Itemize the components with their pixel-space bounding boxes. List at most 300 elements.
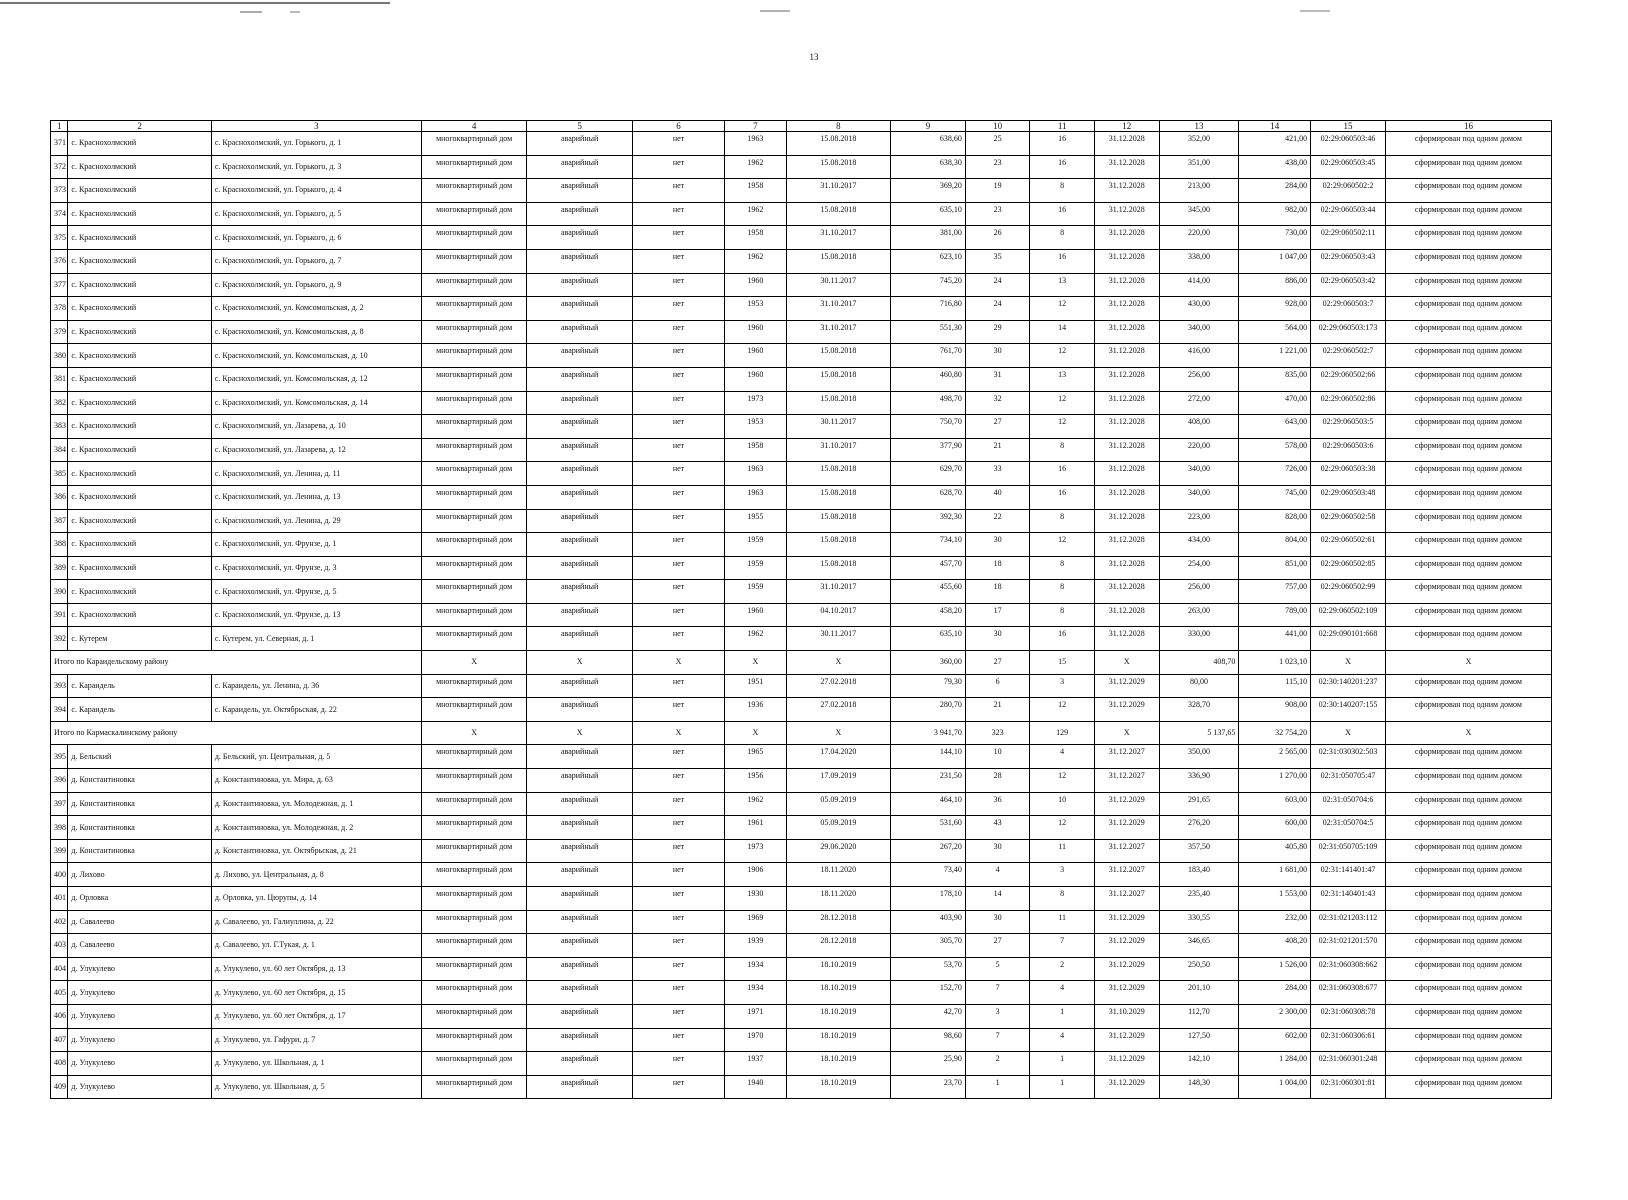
cell-address: д. Константиновка, ул. Октябрьская, д. 21 xyxy=(211,839,421,863)
cell-land-status: сформирован под одним домом xyxy=(1385,603,1551,627)
cell-total-area: 254,00 xyxy=(1159,556,1239,580)
cell-row-number: 387 xyxy=(51,509,68,533)
cell-total-area: 338,00 xyxy=(1159,249,1239,273)
cell-resettle-date: 31.12.2029 xyxy=(1094,1075,1159,1099)
cell-land-status: сформирован под одним домом xyxy=(1385,769,1551,793)
cell-residents: 25 xyxy=(965,132,1030,156)
cell-row-number: 372 xyxy=(51,155,68,179)
cell-house-type: многоквартирный дом xyxy=(421,745,527,769)
cell-land-status: сформирован под одним домом xyxy=(1385,391,1551,415)
cell-total-area: 328,70 xyxy=(1159,698,1239,722)
cell-land-status: сформирован под одним домом xyxy=(1385,132,1551,156)
cell-decision-date: 27.02.2018 xyxy=(786,674,891,698)
table-row xyxy=(51,792,1552,816)
cell-row-number: 380 xyxy=(51,344,68,368)
cell-row-number: 386 xyxy=(51,485,68,509)
table-row xyxy=(51,698,1552,722)
table-row xyxy=(51,509,1552,533)
cell-total-area: 340,00 xyxy=(1159,462,1239,486)
cell-condition: аварийный xyxy=(527,249,633,273)
cell-condition: аварийный xyxy=(527,769,633,793)
cell-total-area: 220,00 xyxy=(1159,438,1239,462)
cell-row-number: 389 xyxy=(51,556,68,580)
cell-decision-date: 18.10.2019 xyxy=(786,957,891,981)
cell-residents: 22 xyxy=(965,509,1030,533)
table-row xyxy=(51,249,1552,273)
cell-residents: 31 xyxy=(965,367,1030,391)
cell-row-number: 409 xyxy=(51,1075,68,1099)
cell-resettle-date: 31.12.2028 xyxy=(1094,249,1159,273)
cell-recognized: нет xyxy=(632,627,724,651)
cell-house-type: многоквартирный дом xyxy=(421,769,527,793)
column-number-4: 4 xyxy=(421,121,527,132)
cell-recognized: нет xyxy=(632,132,724,156)
cell-decision-date: 18.10.2019 xyxy=(786,1028,891,1052)
cell-cadastral-number: 02:29:060502:66 xyxy=(1311,367,1386,391)
cell-cadastral-number: 02:29:060503:38 xyxy=(1311,462,1386,486)
cell-recognized: нет xyxy=(632,155,724,179)
cell-settlement: с. Краснохолмский xyxy=(68,320,211,344)
cell-cadastral-number: 02:31:050705:47 xyxy=(1311,769,1386,793)
cell-residents: 14 xyxy=(965,887,1030,911)
cell-build-year: 1951 xyxy=(725,674,786,698)
cell-build-year: 1962 xyxy=(725,155,786,179)
cell-house-type: многоквартирный дом xyxy=(421,509,527,533)
total-cell-house-type: X xyxy=(421,721,527,745)
table-row xyxy=(51,934,1552,958)
cell-resettle-date: 31.12.2027 xyxy=(1094,769,1159,793)
cell-cadastral-number: 02:31:021201:570 xyxy=(1311,934,1386,958)
cell-decision-date: 15.08.2018 xyxy=(786,155,891,179)
cell-house-type: многоквартирный дом xyxy=(421,297,527,321)
column-number-10: 10 xyxy=(965,121,1030,132)
cell-resettle-date: 31.12.2028 xyxy=(1094,556,1159,580)
total-cell-area: 360,00 xyxy=(891,651,966,675)
cell-decision-date: 15.08.2018 xyxy=(786,132,891,156)
cell-cadastral-number: 02:29:060503:43 xyxy=(1311,249,1386,273)
cell-condition: аварийный xyxy=(527,674,633,698)
cell-cost: 115,10 xyxy=(1239,674,1311,698)
cell-total-area: 213,00 xyxy=(1159,179,1239,203)
cell-cadastral-number: 02:29:060503:42 xyxy=(1311,273,1386,297)
column-number-14: 14 xyxy=(1239,121,1311,132)
cell-build-year: 1959 xyxy=(725,533,786,557)
cell-cadastral-number: 02:29:060503:7 xyxy=(1311,297,1386,321)
cell-land-status: сформирован под одним домом xyxy=(1385,792,1551,816)
cell-condition: аварийный xyxy=(527,320,633,344)
cell-cost: 284,00 xyxy=(1239,179,1311,203)
cell-area: 635,10 xyxy=(891,627,966,651)
cell-residents: 30 xyxy=(965,910,1030,934)
cell-build-year: 1960 xyxy=(725,273,786,297)
cell-condition: аварийный xyxy=(527,580,633,604)
cell-premises: 8 xyxy=(1030,556,1095,580)
cell-premises: 1 xyxy=(1030,1004,1095,1028)
cell-house-type: многоквартирный дом xyxy=(421,863,527,887)
cell-recognized: нет xyxy=(632,485,724,509)
cell-resettle-date: 31.12.2028 xyxy=(1094,297,1159,321)
total-cell-resettle-date: X xyxy=(1094,651,1159,675)
column-number-2: 2 xyxy=(68,121,211,132)
cell-build-year: 1960 xyxy=(725,320,786,344)
cell-address: д. Константиновка, ул. Мира, д. 63 xyxy=(211,769,421,793)
table-row xyxy=(51,155,1552,179)
cell-condition: аварийный xyxy=(527,415,633,439)
cell-row-number: 394 xyxy=(51,698,68,722)
cell-condition: аварийный xyxy=(527,202,633,226)
cell-total-area: 220,00 xyxy=(1159,226,1239,250)
cell-premises: 2 xyxy=(1030,957,1095,981)
cell-resettle-date: 31.12.2029 xyxy=(1094,1052,1159,1076)
cell-house-type: многоквартирный дом xyxy=(421,202,527,226)
cell-premises: 8 xyxy=(1030,226,1095,250)
cell-cadastral-number: 02:31:030302:503 xyxy=(1311,745,1386,769)
cell-resettle-date: 31.12.2028 xyxy=(1094,391,1159,415)
cell-residents: 7 xyxy=(965,1028,1030,1052)
cell-settlement: с. Караидель xyxy=(68,674,211,698)
cell-build-year: 1973 xyxy=(725,391,786,415)
cell-land-status: сформирован под одним домом xyxy=(1385,249,1551,273)
cell-area: 623,10 xyxy=(891,249,966,273)
cell-settlement: с. Краснохолмский xyxy=(68,415,211,439)
cell-house-type: многоквартирный дом xyxy=(421,1052,527,1076)
table-row xyxy=(51,297,1552,321)
cell-land-status: сформирован под одним домом xyxy=(1385,674,1551,698)
cell-condition: аварийный xyxy=(527,816,633,840)
cell-recognized: нет xyxy=(632,603,724,627)
cell-settlement: с. Краснохолмский xyxy=(68,202,211,226)
total-cell-premises: 129 xyxy=(1030,721,1095,745)
district-total-label: Итого по Кармаскалинскому району xyxy=(51,721,422,745)
cell-house-type: многоквартирный дом xyxy=(421,391,527,415)
cell-condition: аварийный xyxy=(527,155,633,179)
cell-recognized: нет xyxy=(632,934,724,958)
cell-decision-date: 30.11.2017 xyxy=(786,627,891,651)
cell-condition: аварийный xyxy=(527,297,633,321)
cell-house-type: многоквартирный дом xyxy=(421,1004,527,1028)
cell-cadastral-number: 02:31:050704:6 xyxy=(1311,792,1386,816)
cell-area: 23,70 xyxy=(891,1075,966,1099)
cell-address: с. Краснохолмский, ул. Фрунзе, д. 13 xyxy=(211,603,421,627)
cell-cadastral-number: 02:31:050705:109 xyxy=(1311,839,1386,863)
cell-resettle-date: 31.12.2028 xyxy=(1094,226,1159,250)
cell-cost: 578,00 xyxy=(1239,438,1311,462)
cell-premises: 1 xyxy=(1030,1075,1095,1099)
cell-area: 531,60 xyxy=(891,816,966,840)
cell-address: д. Улукулево, ул. 60 лет Октября, д. 13 xyxy=(211,957,421,981)
cell-residents: 36 xyxy=(965,792,1030,816)
cell-decision-date: 15.08.2018 xyxy=(786,202,891,226)
total-cell-recognized: X xyxy=(632,651,724,675)
cell-address: с. Краснохолмский, ул. Ленина, д. 11 xyxy=(211,462,421,486)
cell-recognized: нет xyxy=(632,957,724,981)
cell-area: 73,40 xyxy=(891,863,966,887)
cell-resettle-date: 31.12.2028 xyxy=(1094,485,1159,509)
cell-recognized: нет xyxy=(632,297,724,321)
cell-build-year: 1937 xyxy=(725,1052,786,1076)
cell-condition: аварийный xyxy=(527,792,633,816)
cell-land-status: сформирован под одним домом xyxy=(1385,934,1551,958)
cell-row-number: 403 xyxy=(51,934,68,958)
cell-premises: 16 xyxy=(1030,485,1095,509)
cell-decision-date: 17.09.2019 xyxy=(786,769,891,793)
cell-cost: 1 681,00 xyxy=(1239,863,1311,887)
cell-settlement: с. Краснохолмский xyxy=(68,391,211,415)
cell-cost: 982,00 xyxy=(1239,202,1311,226)
cell-resettle-date: 31.12.2029 xyxy=(1094,934,1159,958)
cell-premises: 8 xyxy=(1030,179,1095,203)
district-total-label: Итого по Караидельскому району xyxy=(51,651,422,675)
column-number-1: 1 xyxy=(51,121,68,132)
cell-row-number: 404 xyxy=(51,957,68,981)
cell-decision-date: 28.12.2018 xyxy=(786,934,891,958)
cell-settlement: д. Орловка xyxy=(68,887,211,911)
cell-total-area: 340,00 xyxy=(1159,485,1239,509)
cell-row-number: 408 xyxy=(51,1052,68,1076)
cell-cost: 602,00 xyxy=(1239,1028,1311,1052)
cell-cadastral-number: 02:31:060308:677 xyxy=(1311,981,1386,1005)
cell-residents: 1 xyxy=(965,1075,1030,1099)
cell-residents: 27 xyxy=(965,415,1030,439)
cell-residents: 28 xyxy=(965,769,1030,793)
cell-settlement: с. Краснохолмский xyxy=(68,297,211,321)
cell-settlement: д. Савалеево xyxy=(68,934,211,958)
cell-area: 42,70 xyxy=(891,1004,966,1028)
cell-area: 369,20 xyxy=(891,179,966,203)
cell-cadastral-number: 02:31:060308:662 xyxy=(1311,957,1386,981)
cell-cadastral-number: 02:29:060502:99 xyxy=(1311,580,1386,604)
column-number-15: 15 xyxy=(1311,121,1386,132)
cell-cadastral-number: 02:30:140201:237 xyxy=(1311,674,1386,698)
cell-land-status: сформирован под одним домом xyxy=(1385,533,1551,557)
column-number-12: 12 xyxy=(1094,121,1159,132)
cell-house-type: многоквартирный дом xyxy=(421,981,527,1005)
table-row xyxy=(51,438,1552,462)
cell-residents: 21 xyxy=(965,438,1030,462)
cell-premises: 8 xyxy=(1030,580,1095,604)
cell-decision-date: 18.11.2020 xyxy=(786,887,891,911)
cell-premises: 8 xyxy=(1030,509,1095,533)
cell-settlement: д. Улукулево xyxy=(68,1028,211,1052)
cell-resettle-date: 31.12.2028 xyxy=(1094,533,1159,557)
total-cell-land-status: X xyxy=(1385,651,1551,675)
cell-resettle-date: 31.12.2028 xyxy=(1094,438,1159,462)
cell-address: с. Краснохолмский, ул. Горького, д. 4 xyxy=(211,179,421,203)
cell-house-type: многоквартирный дом xyxy=(421,627,527,651)
cell-recognized: нет xyxy=(632,1028,724,1052)
cell-decision-date: 05.09.2019 xyxy=(786,816,891,840)
cell-build-year: 1965 xyxy=(725,745,786,769)
cell-row-number: 384 xyxy=(51,438,68,462)
cell-row-number: 407 xyxy=(51,1028,68,1052)
column-number-row xyxy=(51,121,1552,132)
total-cell-premises: 15 xyxy=(1030,651,1095,675)
cell-address: с. Краснохолмский, ул. Горького, д. 1 xyxy=(211,132,421,156)
cell-area: 734,10 xyxy=(891,533,966,557)
cell-resettle-date: 31.12.2028 xyxy=(1094,132,1159,156)
cell-house-type: многоквартирный дом xyxy=(421,438,527,462)
cell-premises: 3 xyxy=(1030,674,1095,698)
cell-row-number: 396 xyxy=(51,769,68,793)
total-cell-build-year: X xyxy=(725,651,786,675)
cell-row-number: 402 xyxy=(51,910,68,934)
cell-row-number: 379 xyxy=(51,320,68,344)
cell-cadastral-number: 02:30:140207:155 xyxy=(1311,698,1386,722)
cell-resettle-date: 31.12.2029 xyxy=(1094,674,1159,698)
cell-total-area: 352,00 xyxy=(1159,132,1239,156)
cell-condition: аварийный xyxy=(527,367,633,391)
table-row xyxy=(51,580,1552,604)
cell-cost: 1 047,00 xyxy=(1239,249,1311,273)
cell-resettle-date: 31.12.2028 xyxy=(1094,462,1159,486)
cell-recognized: нет xyxy=(632,438,724,462)
cell-recognized: нет xyxy=(632,344,724,368)
cell-resettle-date: 31.12.2028 xyxy=(1094,179,1159,203)
cell-address: с. Краснохолмский, ул. Ленина, д. 13 xyxy=(211,485,421,509)
cell-cadastral-number: 02:29:060502:58 xyxy=(1311,509,1386,533)
cell-build-year: 1970 xyxy=(725,1028,786,1052)
cell-build-year: 1962 xyxy=(725,249,786,273)
cell-house-type: многоквартирный дом xyxy=(421,698,527,722)
cell-condition: аварийный xyxy=(527,509,633,533)
cell-settlement: с. Краснохолмский xyxy=(68,509,211,533)
cell-premises: 14 xyxy=(1030,320,1095,344)
cell-residents: 2 xyxy=(965,1052,1030,1076)
cell-address: с. Краснохолмский, ул. Горького, д. 7 xyxy=(211,249,421,273)
cell-decision-date: 31.10.2017 xyxy=(786,297,891,321)
cell-address: д. Бельский, ул. Центральная, д. 5 xyxy=(211,745,421,769)
cell-cost: 828,00 xyxy=(1239,509,1311,533)
cell-resettle-date: 31.12.2028 xyxy=(1094,202,1159,226)
cell-land-status: сформирован под одним домом xyxy=(1385,273,1551,297)
cell-recognized: нет xyxy=(632,674,724,698)
cell-build-year: 1953 xyxy=(725,297,786,321)
cell-total-area: 201,10 xyxy=(1159,981,1239,1005)
column-number-6: 6 xyxy=(632,121,724,132)
cell-premises: 12 xyxy=(1030,344,1095,368)
cell-row-number: 378 xyxy=(51,297,68,321)
cell-total-area: 256,00 xyxy=(1159,367,1239,391)
cell-cost: 851,00 xyxy=(1239,556,1311,580)
district-total-row xyxy=(51,651,1552,675)
table-row xyxy=(51,887,1552,911)
table-row xyxy=(51,745,1552,769)
cell-cost: 232,00 xyxy=(1239,910,1311,934)
cell-settlement: с. Краснохолмский xyxy=(68,462,211,486)
cell-total-area: 256,00 xyxy=(1159,580,1239,604)
cell-settlement: с. Кутерем xyxy=(68,627,211,651)
cell-row-number: 388 xyxy=(51,533,68,557)
cell-land-status: сформирован под одним домом xyxy=(1385,509,1551,533)
cell-address: с. Краснохолмский, ул. Лазарева, д. 10 xyxy=(211,415,421,439)
total-cell-cadastral-number: X xyxy=(1311,651,1386,675)
cell-recognized: нет xyxy=(632,863,724,887)
column-number-13: 13 xyxy=(1159,121,1239,132)
cell-residents: 18 xyxy=(965,580,1030,604)
table-row xyxy=(51,485,1552,509)
table-row xyxy=(51,957,1552,981)
cell-cost: 928,00 xyxy=(1239,297,1311,321)
cell-premises: 10 xyxy=(1030,792,1095,816)
cell-house-type: многоквартирный дом xyxy=(421,249,527,273)
cell-build-year: 1958 xyxy=(725,179,786,203)
total-cell-decision-date: X xyxy=(786,721,891,745)
cell-address: с. Краснохолмский, ул. Горького, д. 6 xyxy=(211,226,421,250)
cell-land-status: сформирован под одним домом xyxy=(1385,887,1551,911)
cell-cadastral-number: 02:31:060306:61 xyxy=(1311,1028,1386,1052)
cell-cadastral-number: 02:29:060503:48 xyxy=(1311,485,1386,509)
cell-condition: аварийный xyxy=(527,839,633,863)
cell-area: 178,10 xyxy=(891,887,966,911)
table-row xyxy=(51,769,1552,793)
cell-cadastral-number: 02:29:060503:5 xyxy=(1311,415,1386,439)
cell-premises: 16 xyxy=(1030,249,1095,273)
table-row xyxy=(51,603,1552,627)
total-cell-cost: 1 023,10 xyxy=(1239,651,1311,675)
cell-cadastral-number: 02:29:060502:86 xyxy=(1311,391,1386,415)
cell-decision-date: 18.10.2019 xyxy=(786,1004,891,1028)
cell-settlement: д. Улукулево xyxy=(68,957,211,981)
cell-decision-date: 05.09.2019 xyxy=(786,792,891,816)
cell-row-number: 375 xyxy=(51,226,68,250)
cell-house-type: многоквартирный дом xyxy=(421,792,527,816)
table-row xyxy=(51,816,1552,840)
cell-cost: 643,00 xyxy=(1239,415,1311,439)
cell-house-type: многоквартирный дом xyxy=(421,415,527,439)
cell-area: 305,70 xyxy=(891,934,966,958)
cell-build-year: 1906 xyxy=(725,863,786,887)
cell-total-area: 346,65 xyxy=(1159,934,1239,958)
cell-cadastral-number: 02:29:060503:44 xyxy=(1311,202,1386,226)
cell-decision-date: 15.08.2018 xyxy=(786,462,891,486)
cell-premises: 16 xyxy=(1030,132,1095,156)
total-cell-area: 3 941,70 xyxy=(891,721,966,745)
cell-resettle-date: 31.12.2029 xyxy=(1094,981,1159,1005)
cell-cadastral-number: 02:31:141401:47 xyxy=(1311,863,1386,887)
cell-residents: 4 xyxy=(965,863,1030,887)
cell-recognized: нет xyxy=(632,202,724,226)
cell-total-area: 357,50 xyxy=(1159,839,1239,863)
table-row xyxy=(51,556,1552,580)
table-row xyxy=(51,344,1552,368)
cell-cadastral-number: 02:29:060502:85 xyxy=(1311,556,1386,580)
table-row xyxy=(51,202,1552,226)
cell-residents: 40 xyxy=(965,485,1030,509)
column-number-7: 7 xyxy=(725,121,786,132)
cell-address: с. Краснохолмский, ул. Комсомольская, д. 10 xyxy=(211,344,421,368)
cell-address: с. Краснохолмский, ул. Фрунзе, д. 5 xyxy=(211,580,421,604)
table-row xyxy=(51,910,1552,934)
cell-premises: 8 xyxy=(1030,438,1095,462)
cell-house-type: многоквартирный дом xyxy=(421,910,527,934)
cell-house-type: многоквартирный дом xyxy=(421,226,527,250)
cell-condition: аварийный xyxy=(527,910,633,934)
district-total-row xyxy=(51,721,1552,745)
cell-row-number: 406 xyxy=(51,1004,68,1028)
cell-area: 144,10 xyxy=(891,745,966,769)
cell-recognized: нет xyxy=(632,226,724,250)
cell-cost: 726,00 xyxy=(1239,462,1311,486)
cell-condition: аварийный xyxy=(527,344,633,368)
cell-total-area: 142,10 xyxy=(1159,1052,1239,1076)
cell-residents: 3 xyxy=(965,1004,1030,1028)
cell-land-status: сформирован под одним домом xyxy=(1385,1052,1551,1076)
cell-decision-date: 15.08.2018 xyxy=(786,367,891,391)
cell-cost: 438,00 xyxy=(1239,155,1311,179)
cell-condition: аварийный xyxy=(527,863,633,887)
cell-settlement: д. Савалеево xyxy=(68,910,211,934)
cell-residents: 24 xyxy=(965,297,1030,321)
